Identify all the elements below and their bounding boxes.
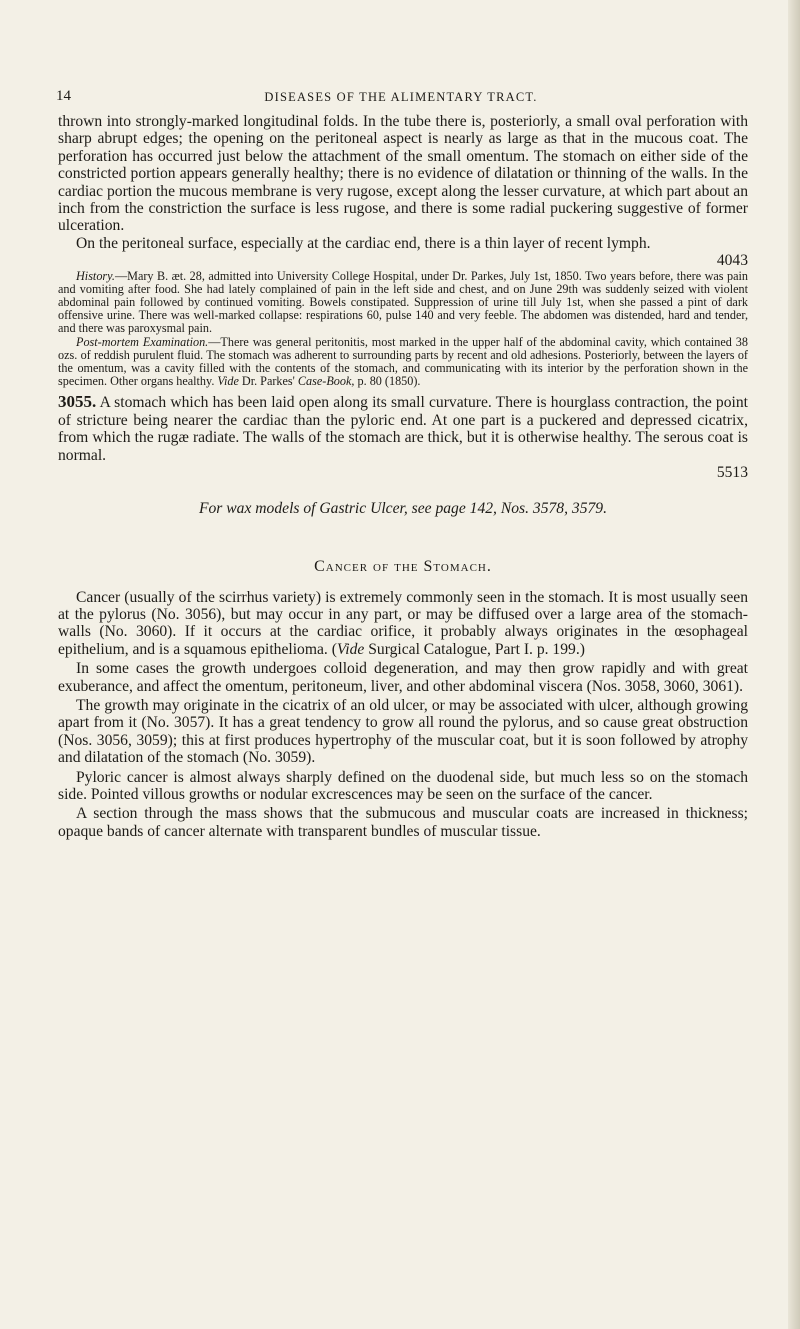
- history-label: History.: [76, 268, 115, 283]
- cancer-paragraph-3: The growth may originate in the cicatrix of an old ulcer, or may be associated with ulcer, although growing apart from it (No. 3057). It has a great tendency to grow all round the pylorus, and so cause great obstruction (Nos. 3056, 3059); this at first produces hypertrophy of the muscular coat, but it is soon followed by atrophy and dilatation of the stomach (No. 3059).: [58, 696, 748, 767]
- peritoneal-paragraph: [58, 235, 748, 270]
- page-number: 14: [56, 88, 71, 104]
- section-heading: Cancer of the Stomach.: [314, 557, 492, 575]
- vide-ref: p. 80 (1850).: [354, 374, 421, 389]
- cross-reference: For wax models of Gastric Ulcer, see page 142, Nos. 3578, 3579.: [198, 499, 607, 517]
- cancer-paragraph-4: Pyloric cancer is almost always sharply defined on the duodenal side, but much less so on the stomach side. Pointed villous growths or nodular excrescences may be seen on the surface of the cancer.: [58, 768, 748, 803]
- vide-label: Vide: [217, 374, 239, 389]
- vide-book: Case-Book,: [297, 374, 355, 389]
- page-edge: [788, 0, 800, 1329]
- history-text: —Mary B. æt. 28, admitted into University College Hospital, under Dr. Parkes, July 1st, 1850. Two years before, there was pain and vomiting after food. She had lately complained of pain in the left side and chest, and on June 29th was suddenly seized with violent abdominal pain followed by continued vomiting. Bowels constipated. Suppression of urine till July 1st, when she passed a pint of dark offensive urine. There was well-marked collapse: respirations 60, pulse 140 and very feeble. The abdomen was distended, hard and tender, and there was paroxysmal pain.: [58, 268, 748, 336]
- catalogue-reference: 4043: [716, 252, 748, 270]
- postmortem-text: —There was general peritonitis, most marked in the upper half of the abdominal cavity, which contained 38 ozs. of reddish purulent fluid. The stomach was adherent to surrounding parts by recent and old adhesions. Posteriorly, between the layers of the omentum, was a cavity filled with the contents of the stomach, and communicating with its interior by the perforation shown in the specimen. Other organs healthy.: [58, 334, 748, 389]
- page-header: [56, 88, 746, 110]
- cancer-p1-vide: Vide: [336, 640, 365, 658]
- specimen-text: A stomach which has been laid open along its small curvature. There is hourglass contraction, the point of stricture being nearer the cardiac than the pyloric end. At one part is a puckered and depressed cicatrix, from which the rugæ radiate. The walls of the stomach are thick, but it is otherwise healthy. The serous coat is normal.: [58, 394, 748, 464]
- page-body: [58, 113, 748, 840]
- history-note: [58, 270, 748, 336]
- specimen-number: 3055.: [58, 392, 97, 412]
- postmortem-label: Post-mortem Examination.: [76, 334, 209, 349]
- running-title: DISEASES OF THE ALIMENTARY TRACT.: [264, 90, 538, 104]
- cancer-paragraph-2: In some cases the growth undergoes colloid degeneration, and may then grow rapidly and with great exuberance, and affect the omentum, peritoneum, liver, and other abdominal viscera (Nos. 3058, 3060, 3061).: [58, 660, 748, 695]
- postmortem-note: [58, 336, 748, 389]
- specimen-3055: [58, 393, 748, 481]
- cancer-p1-text: Cancer (usually of the scirrhus variety) is extremely commonly seen in the stomach. It is most usually seen at the pylorus (No. 3056), but may occur in any part, or may be diffused over a large area of the stomach-walls (No. 3060). If it occurs at the cardiac orifice, it probably always originates in the œsophageal epithelium, and is a squamous epithelioma. (: [58, 588, 748, 658]
- vide-text: Dr. Parkes': [238, 374, 298, 389]
- peritoneal-text: On the peritoneal surface, especially at the cardiac end, there is a thin layer of recent lymph.: [76, 234, 651, 252]
- cancer-p1-ref: Surgical Catalogue, Part I. p. 199.): [364, 640, 585, 658]
- cancer-paragraph-1: [58, 589, 748, 659]
- specimen-reference: 5513: [716, 464, 748, 482]
- continued-description: thrown into strongly-marked longitudinal folds. In the tube there is, posteriorly, a small oval perforation with sharp abrupt edges; the opening on the peritoneal aspect is nearly as large as that in the mucous coat. The perforation has occurred just below the attachment of the small omentum. The stomach on either side of the constricted portion appears generally healthy; there is no evidence of dilatation or thinning of the walls. In the cardiac portion the mucous membrane is very rugose, except along the lesser curvature, at which part about an inch from the constriction the surface is less rugose, and there is some radial puckering suggestive of former ulceration.: [58, 113, 748, 235]
- cancer-paragraph-5: A section through the mass shows that the submucous and muscular coats are increased in thickness; opaque bands of cancer alternate with transparent bundles of muscular tissue.: [58, 805, 748, 840]
